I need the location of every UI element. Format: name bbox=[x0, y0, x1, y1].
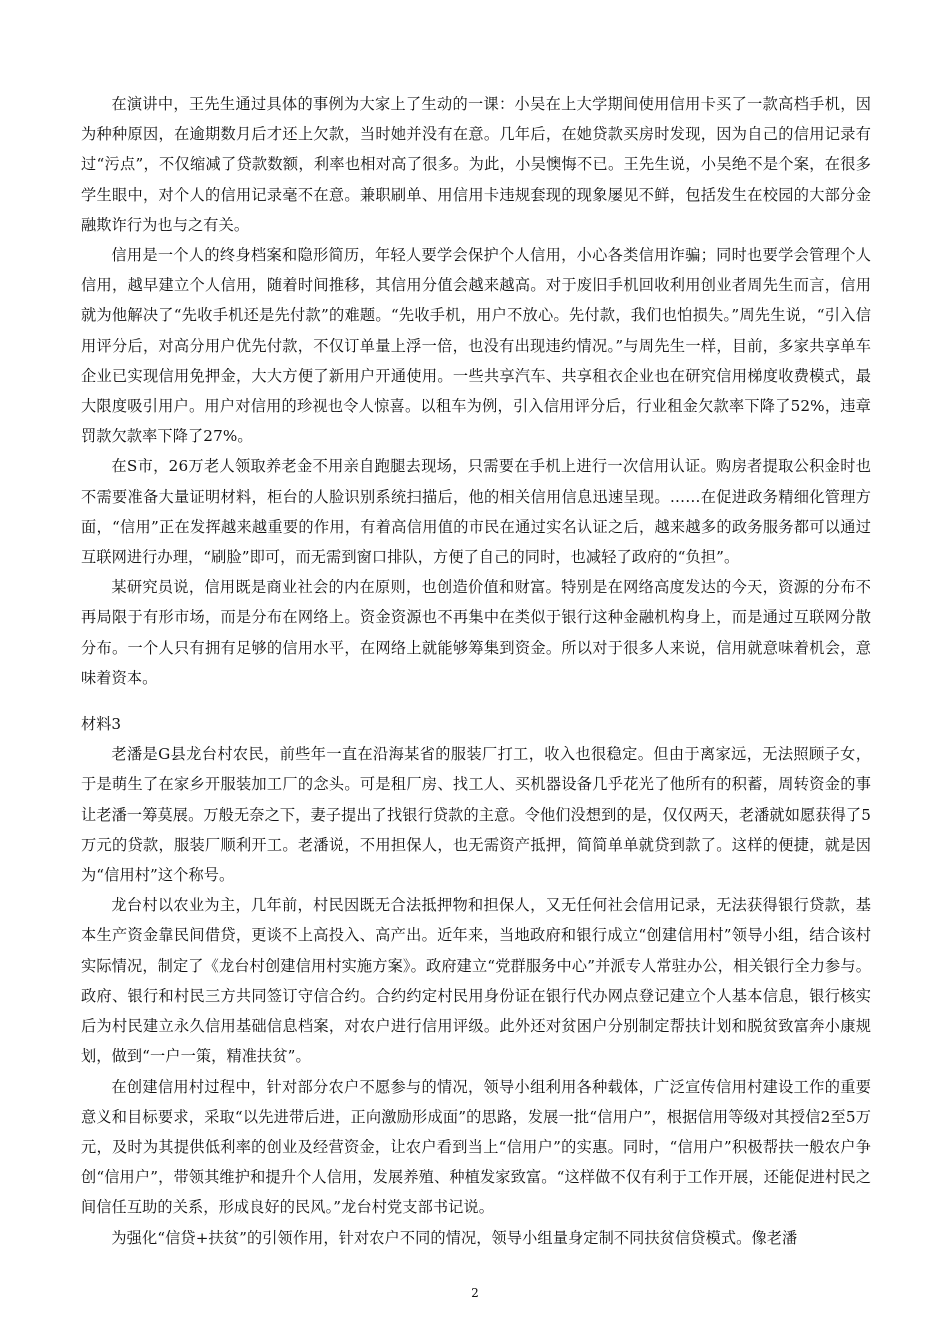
body-paragraph: 信用是一个人的终身档案和隐形简历，年轻人要学会保护个人信用，小心各类信用诈骗；同时也要学会管理个人信用，越早建立个人信用，随着时间推移，其信用分值会越来越高。对于废旧手机回收利用创业者周先生而言，信用就为他解决了“先收手机还是先付款”的难题。“先收手机，用户不放心。先付款，我们也怕损失。”周先生说，“引入信用评分后，对高分用户优先付款，不仅订单量上浮一倍，也没有出现违约情况。”与周先生一样，目前，多家共享单车企业已实现信用免押金，大大方便了新用户开通使用。一些共享汽车、共享租衣企业也在研究信用梯度收费模式，最大限度吸引用户。用户对信用的珍视也令人惊喜。以租车为例，引入信用评分后，行业租金欠款率下降了52%，违章罚款欠款率下降了27%。 bbox=[81, 246, 871, 446]
body-paragraph: 在演讲中，王先生通过具体的事例为大家上了生动的一课：小吴在上大学期间使用信用卡买了一款高档手机，因为种种原因，在逾期数月后才还上欠款，当时她并没有在意。几年后，在她贷款买房时发现，因为自己的信用记录有过“污点”，不仅缩减了贷款数额，利率也相对高了很多。为此，小吴懊悔不已。王先生说，小吴绝不是个案，在很多学生眼中，对个人的信用记录毫不在意。兼职刷单、用信用卡违规套现的现象屡见不鲜，包括发生在校园的大部分金融欺诈行为也与之有关。 bbox=[81, 95, 871, 234]
body-paragraph: 老潘是G县龙台村农民，前些年一直在沿海某省的服装厂打工，收入也很稳定。但由于离家远，无法照顾子女，于是萌生了在家乡开服装加工厂的念头。可是租厂房、找工人、买机器设备几乎花光了他所有的积蓄，周转资金的事让老潘一筹莫展。万般无奈之下，妻子提出了找银行贷款的主意。令他们没想到的是，仅仅两天，老潘就如愿获得了5万元的贷款，服装厂顺利开工。老潘说，不用担保人，也无需资产抵押，简简单单就贷到款了。这样的便捷，就是因为“信用村”这个称号。 bbox=[81, 745, 871, 885]
body-paragraph: 在S市，26万老人领取养老金不用亲自跑腿去现场，只需要在手机上进行一次信用认证。购房者提取公积金时也不需要准备大量证明材料，柜台的人脸识别系统扫描后，他的相关信用信息迅速呈现。……在促进政务精细化管理方面，“信用”正在发挥越来越重要的作用，有着高信用值的市民在通过实名认证之后，越来越多的政务服务都可以通过互联网进行办理，“刷脸”即可，而无需到窗口排队，方便了自己的同时，也减轻了政府的“负担”。 bbox=[81, 457, 871, 567]
section-heading-material-3: 材料3 bbox=[81, 715, 122, 734]
body-paragraph: 为强化“信贷+扶贫”的引领作用，针对农户不同的情况，领导小组量身定制不同扶贫信贷模式。像老潘 bbox=[111, 1228, 798, 1247]
section-spacer bbox=[81, 693, 871, 709]
body-paragraph: 某研究员说，信用既是商业社会的内在原则，也创造价值和财富。特别是在网络高度发达的今天，资源的分布不再局限于有形市场，而是分布在网络上。资金资源也不再集中在类似于银行这种金融机构身上，而是通过互联网分散分布。一个人只有拥有足够的信用水平，在网络上就能够筹集到资金。所以对于很多人来说，信用就意味着机会，意味着资本。 bbox=[81, 578, 871, 687]
body-paragraph: 龙台村以农业为主，几年前，村民因既无合法抵押物和担保人，又无任何社会信用记录，无法获得银行贷款，基本生产资金靠民间借贷，更谈不上高投入、高产出。近年来，当地政府和银行成立“创建信用村”领导小组，结合该村实际情况，制定了《龙台村创建信用村实施方案》。政府建立“党群服务中心”并派专人常驻办公，相关银行全力参与。政府、银行和村民三方共同签订守信合约。合约约定村民用身份证在银行代办网点登记建立个人基本信息，银行核实后为村民建立永久信用基础信息档案，对农户进行信用评级。此外还对贫困户分别制定帮扶计划和脱贫致富奔小康规划，做到“一户一策，精准扶贫”。 bbox=[81, 896, 871, 1066]
body-paragraph: 在创建信用村过程中，针对部分农户不愿参与的情况，领导小组利用各种载体，广泛宣传信用村建设工作的重要意义和目标要求，采取“以先进带后进，正向激励形成面”的思路，发展一批“信用户”，根据信用等级对其授信2至5万元，及时为其提供低利率的创业及经营资金，让农户看到当上“信用户”的实惠。同时，“信用户”积极帮扶一般农户争创“信用户”，带领其维护和提升个人信用，发展养殖、种植发家致富。“这样做不仅有利于工作开展，还能促进村民之间信任互助的关系，形成良好的民风。”龙台村党支部书记说。 bbox=[81, 1077, 871, 1217]
page-body bbox=[81, 89, 871, 1253]
page-number: 2 bbox=[471, 1286, 479, 1300]
